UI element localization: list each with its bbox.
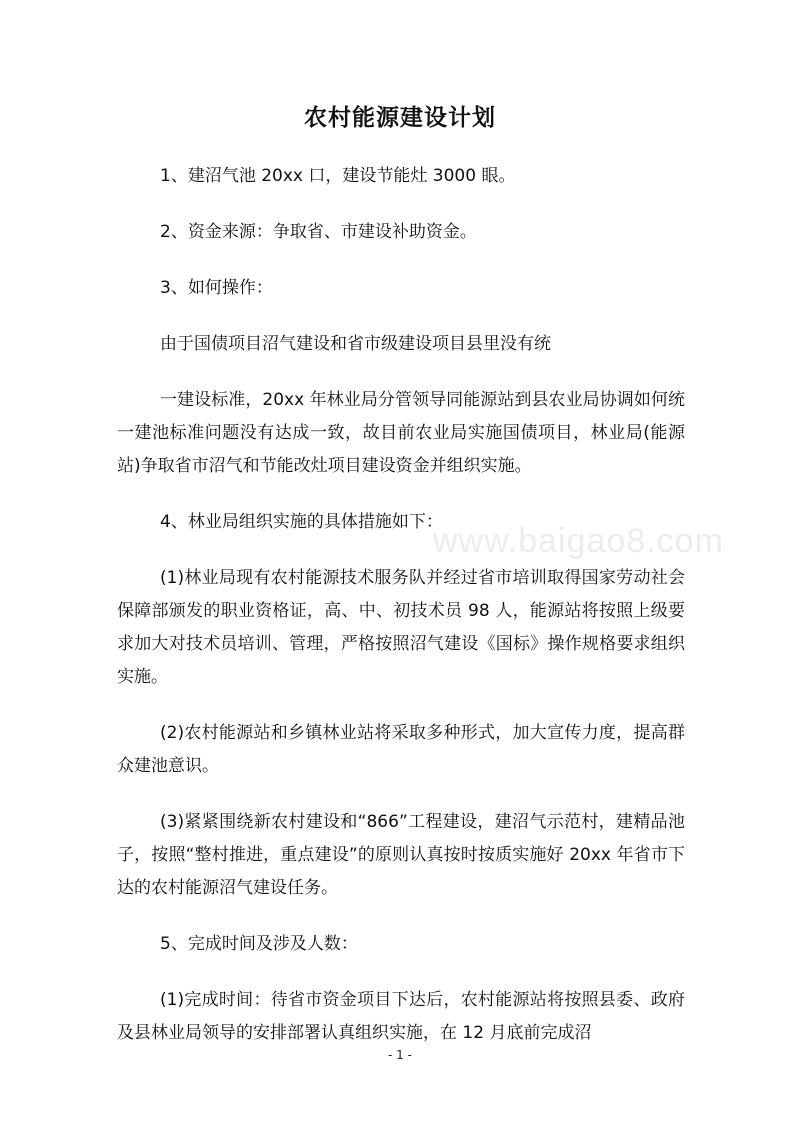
paragraph-9: (3)紧紧围绕新农村建设和“866”工程建设，建沼气示范村，建精品池子，按照“整村推进，重点建设”的原则认真按时按质实施好 20xx 年省市下达的农村能源沼气建设任务。	[117, 812, 685, 898]
paragraph-10: 5、完成时间及涉及人数：	[160, 934, 358, 954]
watermark: www.baigao8.com	[433, 522, 724, 560]
document-title: 农村能源建设计划	[304, 105, 496, 131]
paragraph-7: (1)林业局现有农村能源技术服务队并经过省市培训取得国家劳动社会保障部颁发的职业资格证，高、中、初技术员 98 人，能源站将按照上级要求加大对技术员培训、管理，严格按照沼气建设《国标》操作规格要求组织实施。	[117, 568, 685, 687]
page-number: - 1 -	[388, 1048, 412, 1062]
paragraph-4: 由于国债项目沼气建设和省市级建设项目县里没有统	[160, 334, 551, 354]
paragraph-11: (1)完成时间：待省市资金项目下达后，农村能源站将按照县委、政府及县林业局领导的安排部署认真组织实施，在 12 月底前完成沼	[117, 990, 685, 1043]
paragraph-8: (2)农村能源站和乡镇林业站将采取多种形式，加大宣传力度，提高群众建池意识。	[117, 723, 685, 776]
paragraph-3: 3、如何操作：	[160, 278, 273, 298]
paragraph-5: 一建设标准，20xx 年林业局分管领导同能源站到县农业局协调如何统一建池标准问题没有达成一致，故目前农业局实施国债项目，林业局(能源站)争取省市沼气和节能改灶项目建设资金并组织实施。	[117, 390, 685, 476]
paragraph-1: 1、建沼气池 20xx 口，建设节能灶 3000 眼。	[160, 166, 516, 186]
paragraph-2: 2、资金来源：争取省、市建设补助资金。	[160, 222, 477, 242]
paragraph-6: 4、林业局组织实施的具体措施如下：	[160, 512, 443, 532]
document-body	[117, 160, 685, 1073]
